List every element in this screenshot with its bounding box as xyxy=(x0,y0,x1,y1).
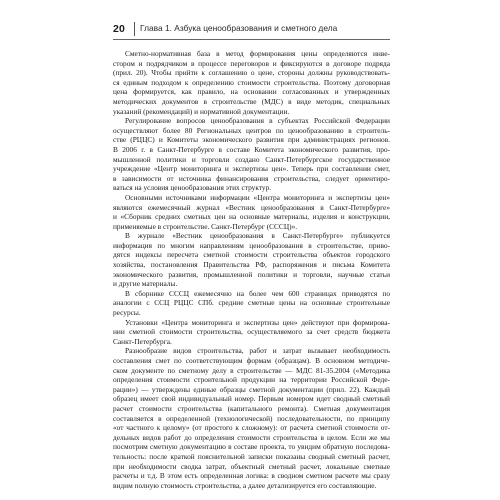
text-line: Установки «Центра мониторинга и экспертизы цен» действуют при формирова- xyxy=(125,317,390,327)
text-line: осуществляют более 80 Региональных центров по ценообразованию в строитель- xyxy=(113,125,390,135)
text-line: хозяйства, постановления Правительства РФ, распоряжения и письма Комитета xyxy=(113,260,390,270)
text-line: и другие материалы. xyxy=(113,279,178,289)
page-number: 20 xyxy=(113,23,125,35)
text-line: ваться на условия ценообразования этих структур. xyxy=(113,183,272,193)
text-line: стве (РЦЦС) и Комитеты экономического развития при администрациях регионов. xyxy=(113,135,390,145)
body-text xyxy=(113,49,390,490)
text-line: В 2006 г. в Санкт-Петербурге в составе Комитета экономического развития, про- xyxy=(113,144,390,154)
text-line: В сборнике СССЦ ежемесячно на более чем 600 страницах приводятся по xyxy=(125,288,390,298)
text-line: дельных видов работ до определения стоимости строительства в целом. Если же мы xyxy=(113,432,390,442)
text-line: ском документе по сметному делу в строительстве — МДС 81-35.2004 («Методика xyxy=(113,365,390,375)
text-line: стором и подрядчиком в процессе переговоров и фиксируются в договоре подряда xyxy=(113,58,390,68)
text-line: определения стоимости строительной продукции на территории Российской Феде- xyxy=(113,375,390,385)
text-line: ресурсы. xyxy=(113,308,141,318)
text-line: расчет стоимости строительства (капитального ремонта). Сметная документация xyxy=(113,403,390,413)
text-line: применяемые в строительстве. Санкт-Петербург (СССЦ)». xyxy=(113,221,298,231)
text-line: Санкт-Петербурга. xyxy=(113,336,172,346)
text-line: составления смет по соответствующим формам (образцам). В основном методиче- xyxy=(113,356,390,365)
text-line: Основными источниками информации «Центра мониторинга и экспертизы цен» xyxy=(125,192,390,202)
text-line: расчеты и т.д. В этом есть определенная логика: в сводном сметном расчете мы сразу xyxy=(113,471,390,481)
text-line: цена формируется, как правило, на основании согласованных и утвержденных xyxy=(113,87,390,97)
paragraph xyxy=(113,231,390,289)
text-line: методических документов в строительстве (МДС) в виде методик, специальных xyxy=(113,96,390,106)
text-line: мышленной политики и торговли создано Санкт-Петербургское государственное xyxy=(113,154,390,164)
header-separator xyxy=(134,22,135,36)
paragraph xyxy=(113,49,390,116)
paragraph xyxy=(113,193,390,231)
text-line: В журнале «Вестник ценообразования в Санкт-Петербурге» публикуется xyxy=(125,231,390,241)
text-line: составляется в определенной (технологической) последовательности, по принципу xyxy=(113,413,390,423)
text-line: являются ежемесячный журнал «Вестник ценообразования в Санкт-Петербурге» xyxy=(113,202,390,212)
text-line: «от частного к целому» (от простого к сложному): от расчета сметной стоимости от- xyxy=(113,423,390,433)
running-header xyxy=(113,22,390,40)
text-line: ся единым подходом к определению стоимости строительства. Поэтому договорная xyxy=(113,77,390,87)
text-line: экономического развития, промышленной политики и торговли, научные статьи xyxy=(113,269,390,279)
text-line: Сметно-нормативная база в метод формирования цены определяются инве- xyxy=(125,49,390,58)
text-line: и «Сборник средних сметных цен на основные материалы, изделия и конструкции, xyxy=(113,212,390,222)
text-line: тельность: после краткой пояснительной записки показаны сводный сметный расчет, xyxy=(113,451,390,461)
text-line: указаний (рекомендаций) и нормативной документации. xyxy=(113,106,290,116)
paragraph xyxy=(113,289,390,318)
header-rule xyxy=(113,39,390,40)
paragraph xyxy=(113,346,390,490)
chapter-title: Глава 1. Азбука ценообразования и сметного дела xyxy=(140,23,338,33)
text-line: информация по многим направлениям ценообразования в строительстве, приво- xyxy=(113,240,390,250)
text-line: (прил. 20). Чтобы прийти к соглашению о цене, стороны должны руководствовать- xyxy=(113,68,390,78)
text-line: нии сметной стоимости строительства, осуществляемого за счет средств бюджета xyxy=(113,327,390,337)
text-line: образец имеет свой индивидуальный номер. Первым номером идет сводный сметный xyxy=(113,394,390,404)
text-line: дятся индексы пересчета сметной стоимости строительства объектов городского xyxy=(113,250,390,260)
text-line: Разнообразие видов строительства, работ и затрат вызывает необходимость xyxy=(125,346,390,356)
paragraph xyxy=(113,318,390,347)
text-line: рации») — утверждены единые образцы сметной документации (прил. 22). Каждый xyxy=(113,384,390,394)
text-line: при необходимости сводка затрат, объектный сметный расчет, локальные сметные xyxy=(113,461,390,471)
text-line: учреждение «Центр мониторинга и экспертизы цен». Теперь при составлении смет, xyxy=(113,164,390,174)
text-line: видим полную стоимость строительства, а далее детализируется его составляющие. xyxy=(113,480,377,490)
text-line: в зависимости от источника финансирования строительства, следует ориентиро- xyxy=(113,173,390,183)
paragraph xyxy=(113,116,390,193)
text-line: посмотрим сметную документацию в составе проекта, то увидим обратную последова- xyxy=(113,442,390,452)
text-line: Регулирование вопросов ценообразования в субъектах Российской Федерации xyxy=(125,116,390,126)
text-line: аналогии с ССЦ РЦЦС СПб. средние сметные цены на основные строительные xyxy=(113,298,390,308)
